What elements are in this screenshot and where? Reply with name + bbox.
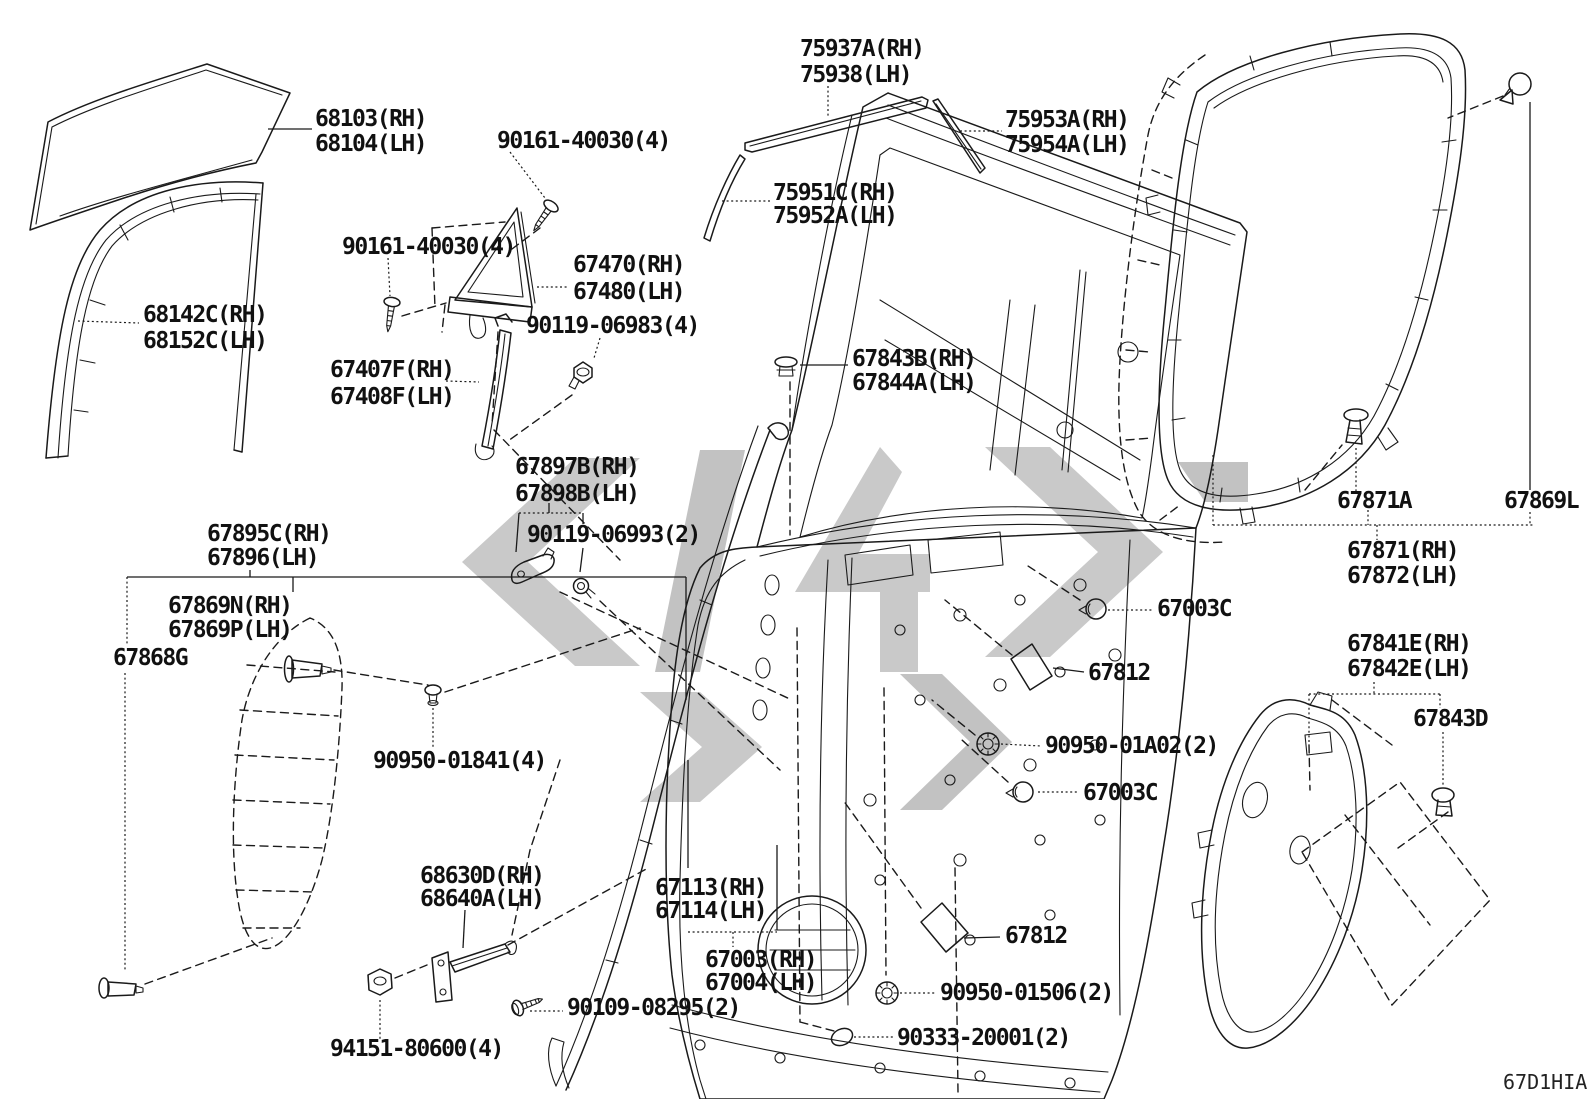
part-label-75951C: 75951C(RH) [773, 180, 897, 206]
part-label-67843B: 67843B(RH) [852, 346, 976, 372]
part-label-75937A: 75937A(RH) [800, 36, 924, 62]
bolt-icon [1006, 782, 1033, 802]
part-label-67869L: 67869L [1504, 488, 1579, 514]
bolt-icon [569, 362, 592, 389]
part-label-67871: 67871(RH) [1347, 538, 1459, 564]
part-label-67898B: 67898B(LH) [515, 481, 639, 507]
part-label-67480: 67480(LH) [573, 279, 685, 305]
clip-icon [1344, 409, 1368, 444]
label-bracket-67841 [1309, 682, 1443, 790]
part-label-90119-06993: 90119-06993(2) [527, 522, 700, 548]
part-label-67844A: 67844A(LH) [852, 370, 976, 396]
part-label-67408F: 67408F(LH) [330, 384, 454, 410]
oval-marker [829, 1025, 856, 1049]
part-label-68152C: 68152C(LH) [143, 328, 267, 354]
service-hole-cover-drawing [1192, 692, 1490, 1048]
part-label-90333-20001: 90333-20001(2) [897, 1025, 1070, 1051]
part-label-67843D: 67843D [1413, 706, 1488, 732]
screw-icon [380, 296, 401, 332]
clip-icon [99, 978, 143, 998]
part-label-90119-06983: 90119-06983(4) [526, 313, 699, 339]
part-label-90950-01A02: 90950-01A02(2) [1045, 733, 1218, 759]
part-label-67003C-upper: 67003C [1157, 596, 1232, 622]
part-label-67872: 67872(LH) [1347, 563, 1459, 589]
part-label-67871A: 67871A [1337, 488, 1412, 514]
part-label-90109-08295: 90109-08295(2) [567, 995, 740, 1021]
clip-icon [1500, 73, 1531, 104]
part-label-68103: 68103(RH) [315, 106, 427, 132]
part-label-67113: 67113(RH) [655, 875, 767, 901]
clip-icon [1432, 788, 1454, 816]
part-label-75952A: 75952A(LH) [773, 203, 897, 229]
part-label-75938: 75938(LH) [800, 62, 912, 88]
grommet-icon [876, 982, 898, 1004]
part-label-67841E: 67841E(RH) [1347, 631, 1471, 657]
part-label-90161-mid: 90161-40030(4) [342, 234, 515, 260]
part-label-67896: 67896(LH) [207, 545, 319, 571]
clip-icon [775, 357, 797, 376]
part-label-67470: 67470(RH) [573, 252, 685, 278]
part-label-75954A: 75954A(LH) [1005, 132, 1129, 158]
part-label-67869N: 67869N(RH) [168, 593, 292, 619]
part-label-67003C-lower: 67003C [1083, 780, 1158, 806]
part-label-94151-80600: 94151-80600(4) [330, 1036, 503, 1062]
weatherstrip-ghost-outline [233, 618, 342, 949]
nut-icon [368, 969, 392, 995]
part-label-67114: 67114(LH) [655, 898, 767, 924]
part-label-67003: 67003(RH) [705, 947, 817, 973]
part-label-68630D: 68630D(RH) [420, 863, 544, 889]
part-label-67868G: 67868G [113, 645, 188, 671]
part-label-90950-01841: 90950-01841(4) [373, 748, 546, 774]
part-label-68104: 68104(LH) [315, 131, 427, 157]
part-label-67812-upper: 67812 [1088, 660, 1150, 686]
part-label-67895C: 67895C(RH) [207, 521, 331, 547]
part-label-67842E: 67842E(LH) [1347, 656, 1471, 682]
plug-icon [425, 685, 441, 706]
rear-door-glass-drawing [30, 64, 312, 230]
part-label-68640A: 68640A(LH) [420, 886, 544, 912]
door-weatherstrip-drawing [1119, 34, 1466, 543]
part-label-67407F: 67407F(RH) [330, 357, 454, 383]
figure-code: 67D1HIA [1503, 1070, 1588, 1094]
part-label-67869P: 67869P(LH) [168, 617, 292, 643]
screw-icon [510, 992, 546, 1018]
part-label-67897B: 67897B(RH) [515, 454, 639, 480]
part-label-90161-top: 90161-40030(4) [497, 128, 670, 154]
screw-icon [527, 198, 560, 235]
part-label-90950-01506: 90950-01506(2) [940, 980, 1113, 1006]
part-label-67004: 67004(LH) [705, 970, 817, 996]
part-label-67812-lower: 67812 [1005, 923, 1067, 949]
part-label-75953A: 75953A(RH) [1005, 107, 1129, 133]
part-label-68142C: 68142C(RH) [143, 302, 267, 328]
diamond-marker [921, 903, 968, 952]
bolt-icon [574, 579, 596, 599]
